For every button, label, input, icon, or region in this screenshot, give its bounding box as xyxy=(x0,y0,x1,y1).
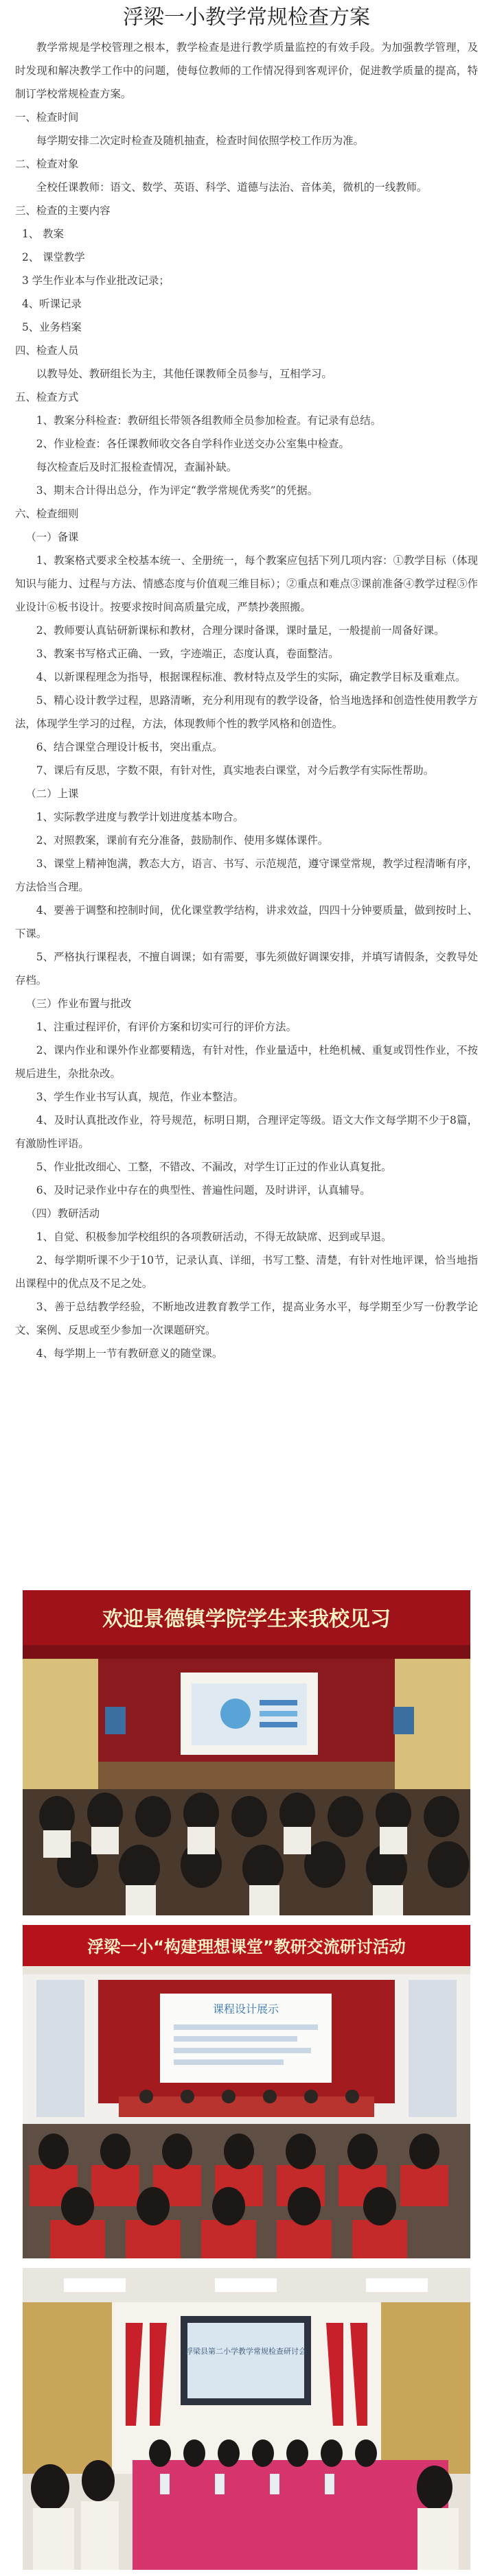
paragraph: 1、实际教学进度与教学计划进度基本吻合。 xyxy=(36,811,244,823)
paragraph: 1、注重过程评价，有评价方案和切实可行的评价方法。 xyxy=(36,1021,297,1033)
photo-gallery xyxy=(23,1590,470,2576)
paragraph: 3、期末合计得出总分，作为评定“教学常规优秀奖”的凭据。 xyxy=(36,484,319,497)
paragraph: 四、检查人员 xyxy=(15,344,79,357)
paragraph: 7、课后有反思，字数不限，有针对性，真实地表白课堂，对今后教学有实际性帮助。 xyxy=(36,764,435,777)
paragraph: 1、 教案 xyxy=(22,228,64,240)
paragraph: 4、听课记录 xyxy=(22,298,82,310)
paragraph: 以教导处、教研组长为主，其他任课教师全员参与，互相学习。 xyxy=(36,368,332,380)
paragraph: （四）教研活动 xyxy=(25,1207,100,1220)
article-title: 浮梁一小教学常规检查方案 xyxy=(123,5,370,29)
paragraph: 1、教案格式要求全校基本统一、全册统一，每个教案应包括下列几项内容：①教学目标（体现知识与能力、过程与方法、情感态度与价值观三维目标）；②重点和难点③课前准备④教学过程⑤作业设计⑥板书设计。按要求按时间高质量完成，严禁抄袭照搬。 xyxy=(15,554,478,613)
photo-banner-1: 欢迎景德镇学院学生来我校见习 xyxy=(102,1607,391,1631)
paragraph: 3、学生作业书写认真，规范，作业本整洁。 xyxy=(36,1091,244,1103)
paragraph: 3、善于总结教学经验，不断地改进教育教学工作，提高业务水平，每学期至少写一份教学论文、案例、反思或至少参加一次课题研究。 xyxy=(15,1301,478,1336)
paragraph: 五、检查方式 xyxy=(15,391,79,403)
paragraph: 4、要善于调整和控制时间，优化课堂教学结构，讲求效益，四四十分钟要质量，做到按时上、下课。 xyxy=(15,904,478,940)
paragraph: 六、检查细则 xyxy=(15,508,79,520)
paragraph: （二）上课 xyxy=(25,788,79,800)
paragraph: 2、 课堂教学 xyxy=(22,251,85,263)
paragraph: 二、检查对象 xyxy=(15,158,79,170)
paragraph: （一）备课 xyxy=(25,531,79,543)
paragraph: 3、课堂上精神饱满，教态大方，语言、书写、示范规范，遵守课堂常规，教学过程清晰有序，方法恰当合理。 xyxy=(15,858,478,893)
paragraph: 每次检查后及时汇报检查情况，查漏补缺。 xyxy=(36,461,238,473)
paragraph: 4、以新课程理念为指导，根据课程标准、教材特点及学生的实际，确定教学目标及重难点。 xyxy=(36,671,466,683)
paragraph: 1、自觉、积极参加学校组织的各项教研活动，不得无故缺席、迟到或早退。 xyxy=(36,1231,392,1243)
photo-screen-3: 浮梁县第二小学教学常规检查研讨会 xyxy=(185,2347,306,2356)
paragraph: （三）作业布置与批改 xyxy=(25,997,132,1010)
paragraph: 5、业务档案 xyxy=(22,321,82,333)
paragraph: 4、每学期上一节有教研意义的随堂课。 xyxy=(36,1347,223,1360)
paragraph: 2、每学期听课不少于10节，记录认真、详细，书写工整、清楚，有针对性地评课，恰当地指出课程中的优点及不足之处。 xyxy=(15,1254,478,1290)
paragraph: 2、作业检查：各任课教师收交各自学科作业送交办公室集中检查。 xyxy=(36,438,349,450)
paragraph: 5、作业批改细心、工整，不错改、不漏改，对学生订正过的作业认真复批。 xyxy=(36,1161,392,1173)
paragraph: 3、教案书写格式正确、一致，字迹端正，态度认真，卷面整洁。 xyxy=(36,648,339,660)
paragraph: 3 学生作业本与作业批改记录； xyxy=(22,274,170,287)
photo-meeting-room xyxy=(23,2268,470,2570)
photo-screen-2: 课程设计展示 xyxy=(212,2002,279,2016)
paragraph: 1、教案分科检查：教研组长带领各组教师全员参加检查。有记录有总结。 xyxy=(36,414,382,427)
paragraph: 6、及时记录作业中存在的典型性、普遍性问题，及时讲评，认真辅导。 xyxy=(36,1184,371,1196)
paragraph: 三、检查的主要内容 xyxy=(15,204,111,217)
paragraph: 5、精心设计教学过程，思路清晰，充分利用现有的教学设备，恰当地选择和创造性使用教学方法，体现学生学习的过程，方法，体现教师个性的教学风格和创造性。 xyxy=(15,694,478,730)
photo-welcome-visit xyxy=(23,1590,470,1915)
paragraph: 每学期安排二次定时检查及随机抽查，检查时间依照学校工作历为准。 xyxy=(36,134,364,147)
paragraph: 2、对照教案，课前有充分准备，鼓励制作、使用多媒体课件。 xyxy=(36,834,329,847)
paragraph: 6、结合课堂合理设计板书，突出重点。 xyxy=(36,741,223,753)
paragraph: 教学常规是学校管理之根本，教学检查是进行教学质量监控的有效手段。为加强教学管理，及时发现和解决教学工作中的问题，使每位教师的工作情况得到客观评价，促进教学质量的提高，特制订学校常规检查方案。 xyxy=(15,41,478,100)
paragraph: 4、及时认真批改作业，符号规范，标明日期，合理评定等级。语文大作文每学期不少于8篇，有激励性评语。 xyxy=(15,1114,478,1150)
article-body xyxy=(0,36,493,1365)
paragraph: 5、严格执行课程表，不擅自调课；如有需要，事先须做好调课安排，并填写请假条，交教导处存档。 xyxy=(15,951,478,986)
paragraph: 一、检查时间 xyxy=(15,111,79,123)
paragraph: 2、教师要认真钻研新课标和教材，合理分课时备课，课时量足，一般提前一周备好课。 xyxy=(36,624,445,637)
photo-teaching-seminar xyxy=(23,1925,470,2258)
paragraph: 全校任课教师：语文、数学、英语、科学、道德与法治、音体美，微机的一线教师。 xyxy=(36,181,428,193)
photo-banner-2: 浮梁一小“构建理想课堂”教研交流研讨活动 xyxy=(87,1937,406,1957)
paragraph: 2、课内作业和课外作业都要精选，有针对性，作业量适中，杜绝机械、重复或罚性作业，不按规后进生，杂批杂改。 xyxy=(15,1044,478,1080)
